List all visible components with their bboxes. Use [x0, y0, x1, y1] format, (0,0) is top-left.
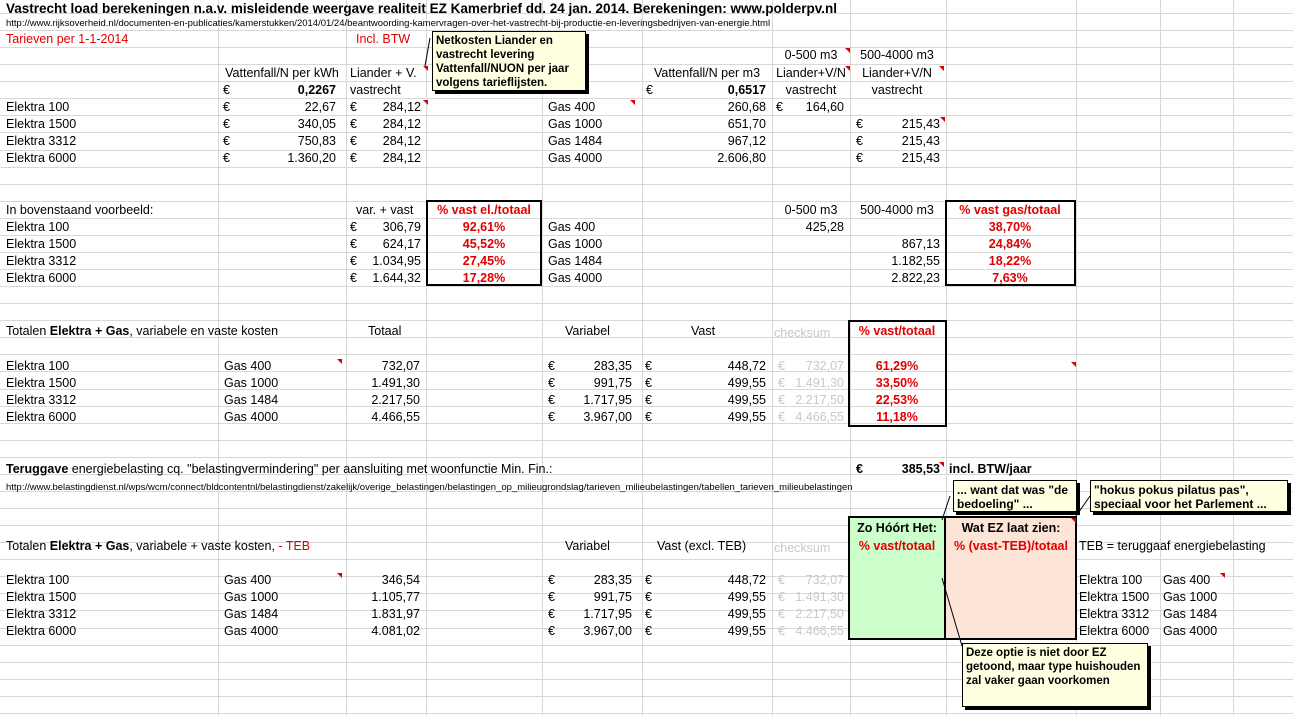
- wat-ez-header: Wat EZ laat zien:: [961, 521, 1061, 535]
- euro-sign: €: [778, 359, 785, 373]
- totaal-value: 1.491,30: [371, 376, 420, 390]
- gas-label: Gas 1000: [224, 590, 279, 604]
- totaal-min-teb-value: 1.831,97: [371, 607, 420, 621]
- euro-sign: €: [350, 271, 357, 285]
- gas-label: Gas 1000: [224, 376, 279, 390]
- euro-sign: €: [645, 573, 652, 587]
- vastrecht-label-g2: vastrecht: [871, 83, 923, 97]
- totaal-min-teb-value: 1.105,77: [371, 590, 420, 604]
- teb-value: 385,53: [901, 462, 940, 476]
- source-url-kamerbrief[interactable]: http://www.rijksoverheid.nl/documenten-en-publicaties/kamerstukken/2014/01/24/beantwoording-kamervragen-over-het-vastrecht-bij-productie-en-leveringsbedrijven-van-energie.html: [6, 18, 771, 29]
- variabel-value: 283,35: [593, 359, 632, 373]
- checksum-value: 1.491,30: [795, 590, 844, 604]
- gas-label: Gas 1484: [224, 607, 279, 621]
- euro-sign: €: [548, 359, 555, 373]
- comment-netkosten: Netkosten Liander en vastrecht levering Vattenfall/NUON per jaar volgens tarieflijsten.: [432, 31, 586, 91]
- euro-sign: €: [548, 376, 555, 390]
- sec4-pct-header: % vast/totaal: [858, 539, 936, 553]
- gas-label: Gas 1484: [548, 134, 603, 148]
- euro-sign: €: [548, 410, 555, 424]
- pct-vast-el: 45,52%: [462, 237, 506, 251]
- kwh-cost: 340,05: [297, 117, 336, 131]
- checksum-value: 4.466,55: [795, 624, 844, 638]
- m3-cost: 967,12: [727, 134, 766, 148]
- vastrecht-elektra: 284,12: [382, 151, 421, 165]
- sec4-vast-header: Vast (excl. TEB): [657, 539, 747, 553]
- euro-sign: €: [645, 590, 652, 604]
- teb-unit: incl. BTW/jaar: [949, 462, 1032, 476]
- variabel-value: 283,35: [593, 573, 632, 587]
- pct-vast-el: 17,28%: [462, 271, 506, 285]
- gas-label: Gas 400: [224, 359, 272, 373]
- pct-vast-gas: 24,84%: [988, 237, 1032, 251]
- gas-sum-500-4000: 2.822,23: [891, 271, 940, 285]
- euro-sign: €: [778, 607, 785, 621]
- pct-vast-gas: 7,63%: [992, 271, 1028, 285]
- euro-sign: €: [856, 151, 863, 165]
- legend-gas-label: Gas 1484: [1163, 607, 1218, 621]
- checksum-value: 2.217,50: [795, 607, 844, 621]
- pct-vast-totaal: 11,18%: [876, 410, 918, 424]
- euro-sign: €: [548, 590, 555, 604]
- elektra-label: Elektra 3312: [6, 134, 77, 148]
- euro-sign: €: [548, 607, 555, 621]
- checksum-value: 732,07: [805, 573, 844, 587]
- euro-sign: €: [645, 393, 652, 407]
- liander-vn-header-2: Liander+V/N: [862, 66, 932, 80]
- vast-value: 499,55: [727, 393, 766, 407]
- vastrecht-elektra: 284,12: [382, 134, 421, 148]
- euro-sign: €: [778, 573, 785, 587]
- checksum-header: checksum: [774, 326, 831, 340]
- sec4-title: Totalen Elektra + Gas, variabele + vaste kosten, - TEB: [6, 539, 311, 553]
- euro-sign: €: [350, 254, 357, 268]
- euro-sign: €: [856, 462, 863, 476]
- gas-label: Gas 1484: [224, 393, 279, 407]
- variabel-value: 1.717,95: [583, 393, 632, 407]
- var-vast-sum: 1.644,32: [372, 271, 421, 285]
- pct-vast-gas-header: % vast gas/totaal: [959, 203, 1061, 217]
- col-500-4000-header: 500-4000 m3: [860, 48, 934, 62]
- pct-vast-gas: 18,22%: [988, 254, 1032, 268]
- totaal-min-teb-value: 346,54: [381, 573, 420, 587]
- euro-sign: €: [645, 359, 652, 373]
- elektra-label: Elektra 1500: [6, 117, 77, 131]
- vast-value: 499,55: [727, 410, 766, 424]
- euro-sign: €: [645, 607, 652, 621]
- col-0-500-header: 0-500 m3: [784, 48, 838, 62]
- euro-sign: €: [350, 117, 357, 131]
- comment-hokus-pokus: "hokus pokus pilatus pas", speciaal voor het Parlement ...: [1090, 480, 1288, 512]
- elektra-label: Elektra 1500: [6, 376, 77, 390]
- price-per-m3: 0,6517: [727, 83, 766, 97]
- elektra-label: Elektra 3312: [6, 254, 77, 268]
- m3-cost: 260,68: [727, 100, 766, 114]
- euro-sign: €: [646, 83, 653, 97]
- vastrecht-elektra: 284,12: [382, 117, 421, 131]
- sec2-col-0-500: 0-500 m3: [784, 203, 838, 217]
- pct-vast-gas: 38,70%: [988, 220, 1032, 234]
- gas-label: Gas 4000: [224, 624, 279, 638]
- vastrecht-gas-0-500: 164,60: [805, 100, 844, 114]
- m3-cost: 2.606,80: [717, 151, 766, 165]
- euro-sign: €: [548, 624, 555, 638]
- comment-bedoeling: ... want dat was "de bedoeling" ...: [953, 480, 1077, 512]
- totaal-min-teb-value: 4.081,02: [371, 624, 420, 638]
- gas-label: Gas 400: [548, 220, 596, 234]
- var-vast-sum: 624,17: [382, 237, 421, 251]
- vast-header: Vast: [691, 324, 716, 338]
- elektra-label: Elektra 1500: [6, 590, 77, 604]
- totaal-header: Totaal: [368, 324, 402, 338]
- elektra-label: Elektra 6000: [6, 151, 77, 165]
- elektra-label: Elektra 100: [6, 573, 70, 587]
- vastrecht-label-g1: vastrecht: [785, 83, 837, 97]
- vast-value: 448,72: [727, 359, 766, 373]
- variabel-value: 3.967,00: [583, 410, 632, 424]
- euro-sign: €: [645, 410, 652, 424]
- euro-sign: €: [778, 393, 785, 407]
- comment-optie: Deze optie is niet door EZ getoond, maar type huishouden zal vaker gaan voorkomen: [962, 643, 1148, 707]
- var-vast-sum: 1.034,95: [372, 254, 421, 268]
- vastrecht-label-e: vastrecht: [350, 83, 401, 97]
- pct-vast-totaal: 61,29%: [875, 359, 919, 373]
- gas-label: Gas 400: [548, 100, 596, 114]
- totaal-value: 732,07: [381, 359, 420, 373]
- gas-sum-500-4000: 1.182,55: [891, 254, 940, 268]
- vastrecht-gas-500-4000: 215,43: [901, 134, 940, 148]
- checksum-value: 1.491,30: [795, 376, 844, 390]
- sec4-pct-ez-header: % (vast-TEB)/totaal: [954, 539, 1068, 553]
- vastrecht-elektra: 284,12: [382, 100, 421, 114]
- pct-vast-el: 92,61%: [462, 220, 506, 234]
- gas-label: Gas 1484: [548, 254, 603, 268]
- kwh-cost: 1.360,20: [287, 151, 336, 165]
- var-vast-sum: 306,79: [382, 220, 421, 234]
- euro-sign: €: [223, 100, 230, 114]
- euro-sign: €: [548, 393, 555, 407]
- euro-sign: €: [223, 83, 230, 97]
- vastrecht-gas-500-4000: 215,43: [901, 117, 940, 131]
- gas-label: Gas 4000: [548, 151, 603, 165]
- m3-cost: 651,70: [727, 117, 766, 131]
- liander-v-header: Liander + V.: [350, 66, 417, 80]
- vattenfall-m3-header: Vattenfall/N per m3: [653, 66, 761, 80]
- sec3-title: Totalen Elektra + Gas, variabele en vaste kosten: [6, 324, 279, 338]
- vast-excl-teb-value: 499,55: [727, 624, 766, 638]
- tarieven-label: Tarieven per 1-1-2014: [6, 32, 129, 46]
- elektra-label: Elektra 6000: [6, 271, 77, 285]
- source-url-belastingdienst[interactable]: http://www.belastingdienst.nl/wps/wcm/connect/bldcontentnl/belastingdienst/zakelijk/overige_belastingen/belastingen_op_milieugrondslag/tarieven_milieubelastingen/tabellen_tarieven_milieubelastingen: [6, 482, 853, 493]
- vast-excl-teb-value: 448,72: [727, 573, 766, 587]
- legend-elektra-label: Elektra 3312: [1079, 607, 1150, 621]
- variabel-value: 3.967,00: [583, 624, 632, 638]
- pct-vast-totaal: 22,53%: [875, 393, 919, 407]
- liander-vn-header-1: Liander+V/N: [776, 66, 846, 80]
- sec4-variabel-header: Variabel: [565, 539, 610, 553]
- variabel-value: 991,75: [593, 376, 632, 390]
- variabel-header: Variabel: [565, 324, 610, 338]
- incl-btw-label: Incl. BTW: [356, 32, 411, 46]
- elektra-label: Elektra 100: [6, 359, 70, 373]
- euro-sign: €: [223, 117, 230, 131]
- euro-sign: €: [856, 117, 863, 131]
- elektra-label: Elektra 3312: [6, 393, 77, 407]
- euro-sign: €: [645, 376, 652, 390]
- pct-vast-totaal-header: % vast/totaal: [858, 324, 936, 338]
- gas-label: Gas 400: [224, 573, 272, 587]
- totaal-value: 4.466,55: [371, 410, 420, 424]
- pct-vast-el: 27,45%: [462, 254, 506, 268]
- elektra-label: Elektra 3312: [6, 607, 77, 621]
- checksum-value: 2.217,50: [795, 393, 844, 407]
- vast-value: 499,55: [727, 376, 766, 390]
- gas-sum-500-4000: 867,13: [901, 237, 940, 251]
- euro-sign: €: [778, 410, 785, 424]
- kwh-cost: 22,67: [304, 100, 336, 114]
- elektra-label: Elektra 1500: [6, 237, 77, 251]
- euro-sign: €: [776, 100, 783, 114]
- price-per-kwh: 0,2267: [297, 83, 336, 97]
- elektra-label: Elektra 100: [6, 220, 70, 234]
- elektra-label: Elektra 100: [6, 100, 70, 114]
- euro-sign: €: [778, 376, 785, 390]
- kwh-cost: 750,83: [297, 134, 336, 148]
- totaal-value: 2.217,50: [371, 393, 420, 407]
- euro-sign: €: [778, 590, 785, 604]
- variabel-value: 991,75: [593, 590, 632, 604]
- zo-hoort-het-header: Zo Hóórt Het:: [857, 521, 937, 535]
- sec4-checksum-header: checksum: [774, 541, 831, 555]
- gas-sum-0-500: 425,28: [805, 220, 844, 234]
- euro-sign: €: [645, 624, 652, 638]
- teruggave-label: Teruggave energiebelasting cq. "belastingvermindering" per aansluiting met woonfunctie Min. Fin.:: [6, 462, 553, 476]
- elektra-label: Elektra 6000: [6, 624, 77, 638]
- euro-sign: €: [223, 151, 230, 165]
- euro-sign: €: [350, 134, 357, 148]
- elektra-label: Elektra 6000: [6, 410, 77, 424]
- euro-sign: €: [856, 134, 863, 148]
- var-vast-header: var. + vast: [356, 203, 414, 217]
- voorbeeld-label: In bovenstaand voorbeeld:: [6, 203, 154, 217]
- pct-vast-totaal: 33,50%: [875, 376, 919, 390]
- euro-sign: €: [778, 624, 785, 638]
- euro-sign: €: [350, 151, 357, 165]
- vattenfall-kwh-header: Vattenfall/N per kWh: [225, 66, 339, 80]
- legend-elektra-label: Elektra 6000: [1079, 624, 1150, 638]
- legend-gas-label: Gas 1000: [1163, 590, 1218, 604]
- legend-elektra-label: Elektra 1500: [1079, 590, 1150, 604]
- euro-sign: €: [350, 220, 357, 234]
- pct-vast-el-header: % vast el./totaal: [437, 203, 531, 217]
- legend-elektra-label: Elektra 100: [1079, 573, 1143, 587]
- vast-excl-teb-value: 499,55: [727, 607, 766, 621]
- gas-label: Gas 1000: [548, 117, 603, 131]
- euro-sign: €: [223, 134, 230, 148]
- euro-sign: €: [350, 237, 357, 251]
- checksum-value: 732,07: [805, 359, 844, 373]
- gas-label: Gas 1000: [548, 237, 603, 251]
- gas-label: Gas 4000: [224, 410, 279, 424]
- sheet-title: Vastrecht load berekeningen n.a.v. misleidende weergave realiteit EZ Kamerbrief dd. 24 jan. 2014. Berekeningen: www.polderpv.nl: [6, 1, 838, 16]
- legend-gas-label: Gas 400: [1163, 573, 1211, 587]
- gas-label: Gas 4000: [548, 271, 603, 285]
- vastrecht-gas-500-4000: 215,43: [901, 151, 940, 165]
- checksum-value: 4.466,55: [795, 410, 844, 424]
- legend-gas-label: Gas 4000: [1163, 624, 1218, 638]
- variabel-value: 1.717,95: [583, 607, 632, 621]
- vast-excl-teb-value: 499,55: [727, 590, 766, 604]
- euro-sign: €: [350, 100, 357, 114]
- sec2-col-500-4000: 500-4000 m3: [860, 203, 934, 217]
- euro-sign: €: [548, 573, 555, 587]
- teb-legend: TEB = teruggaaf energiebelasting: [1079, 539, 1266, 553]
